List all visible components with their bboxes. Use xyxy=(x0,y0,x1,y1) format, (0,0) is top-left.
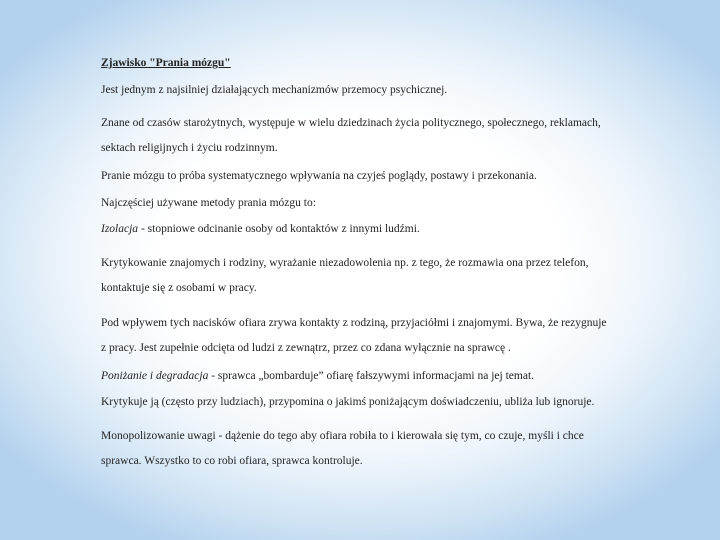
paragraph-criticism xyxy=(101,251,681,301)
paragraph-pressure-line-1: Pod wpływem tych nacisków ofiara zrywa kontakty z rodziną, przyjaciółmi i znajomymi. Bywa, że rezygnuje xyxy=(101,316,607,329)
degradation-description: - sprawca „bombarduje” ofiarę fałszywymi informacjami na jej temat. xyxy=(208,369,535,382)
paragraph-criticism-line-2: kontaktuje się z osobami w pracy. xyxy=(101,281,257,294)
slide-content xyxy=(101,58,681,484)
term-degradation: Poniżanie i degradacja xyxy=(101,369,209,382)
paragraph-history-line-1: Znane od czasów starożytnych, występuje w wielu dziedzinach życia politycznego, społecznego, reklamach, xyxy=(101,117,601,129)
paragraph-monopolizing-line-2: sprawca. Wszystko to co robi ofiara, sprawca kontroluje. xyxy=(101,454,363,467)
paragraph-pressure-line-2: z pracy. Jest zupełnie odcięta od ludzi z zewnątrz, przez co zdana wyłącznie na sprawcę . xyxy=(101,341,511,354)
paragraph-humiliation: Krytykuje ją (często przy ludziach), przypomina o jakimś poniżającym doświadczeniu, ubliża lub ignoruje. xyxy=(101,396,595,408)
slide-title: Zjawisko "Prania mózgu" xyxy=(101,57,231,69)
paragraph-pressure xyxy=(101,311,681,361)
paragraph-monopolizing-line-1: Monopolizowanie uwagi - dążenie do tego aby ofiara robiła to i kierowała się tym, co czuje, myśli i chce xyxy=(101,429,584,442)
paragraph-definition: Jest jednym z najsilniej działających mechanizmów przemocy psychicznej. xyxy=(101,83,448,96)
term-isolation: Izolacja xyxy=(101,223,139,235)
paragraph-history xyxy=(101,111,681,161)
paragraph-isolation xyxy=(101,224,681,236)
isolation-description: - stopniowe odcinanie osoby od kontaktów z innymi ludźmi. xyxy=(138,223,420,235)
paragraph-criticism-line-1: Krytykowanie znajomych i rodziny, wyrażanie niezadowolenia np. z tego, że rozmawia ona przez telefon, xyxy=(101,256,589,269)
paragraph-methods-intro: Najczęściej używane metody prania mózgu to: xyxy=(101,196,316,209)
paragraph-history-line-2: sektach religijnych i życiu rodzinnym. xyxy=(101,142,278,154)
paragraph-explanation: Pranie mózgu to próba systematycznego wpływania na czyjeś poglądy, postawy i przekonania. xyxy=(101,170,537,182)
paragraph-degradation xyxy=(101,371,681,383)
paragraph-monopolizing xyxy=(101,424,681,474)
